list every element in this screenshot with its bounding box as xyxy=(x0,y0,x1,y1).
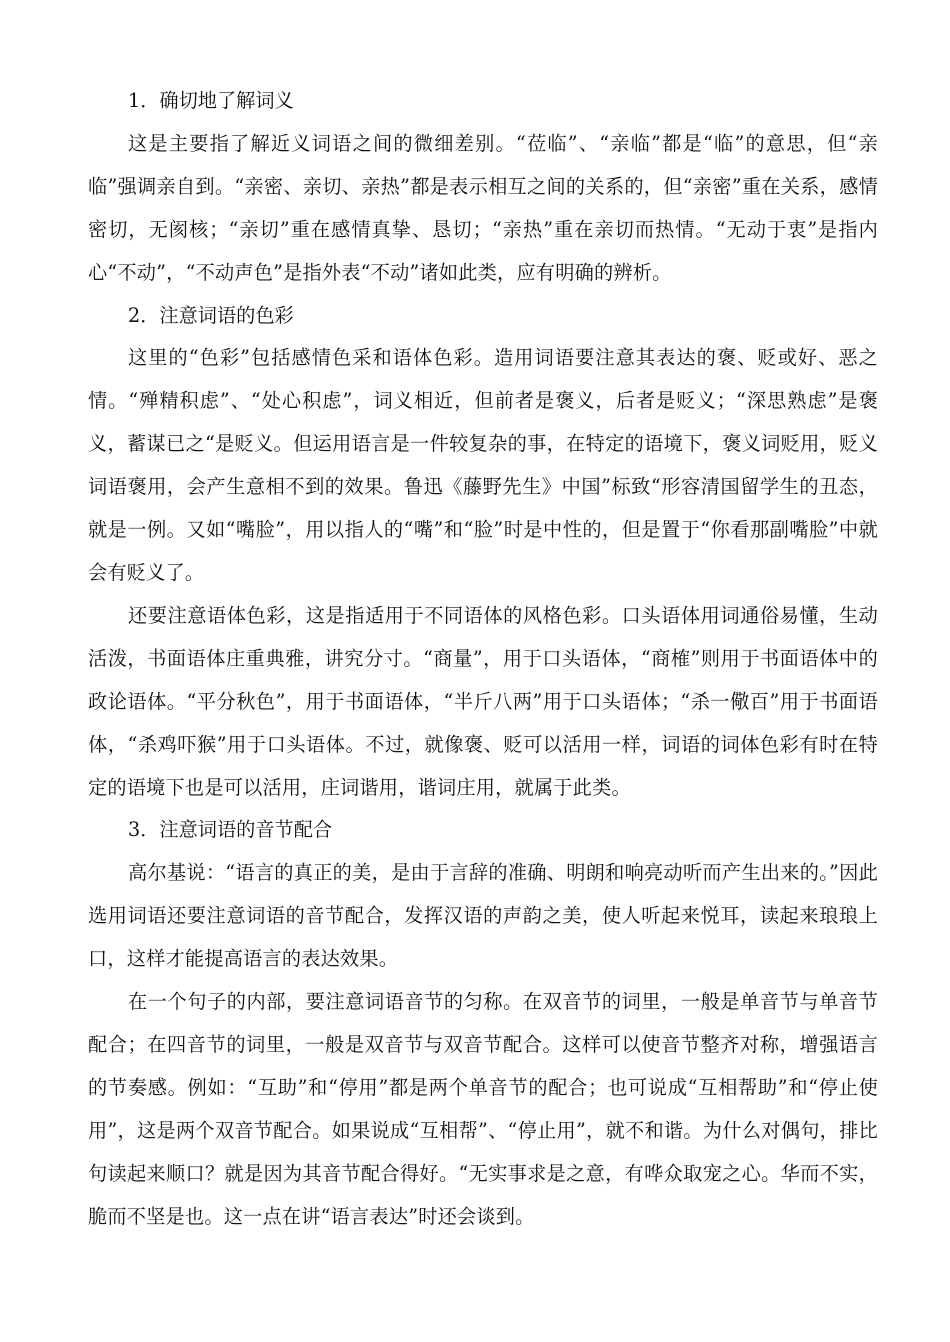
document-page xyxy=(88,80,878,1238)
section-heading-1: 1．确切地了解词义 xyxy=(128,89,294,112)
section-3-paragraph-1: 高尔基说：“语言的真正的美，是由于言辞的准确、明朗和响亮动听而产生出来的。”因此选用词语还要注意词语的音节配合，发挥汉语的声韵之美，使人听起来悦耳，读起来琅琅上口，这样才能提高语言的表达效果。 xyxy=(88,861,878,971)
section-heading-2: 2．注意词语的色彩 xyxy=(128,303,294,327)
section-2-paragraph-1: 这里的“色彩”包括感情色采和语体色彩。造用词语要注意其表达的褒、贬或好、恶之情。“殚精积虑”、“处心积虑”，词义相近，但前者是褒义，后者是贬义；“深思熟虑”是褒义，蓄谋已之“是贬义。但运用语言是一件较复杂的事，在特定的语境下，褒义词贬用，贬义词语褒用，会产生意相不到的效果。鲁迅《藤野先生》中国”标致“形容清国留学生的丑态，就是一例。又如“嘴脸”，用以指人的“嘴”和“脸”时是中性的，但是置于“你看那副嘴脸”中就会有贬义了。 xyxy=(88,346,878,584)
section-1-paragraph-1: 这是主要指了解近义词语之间的微细差别。“莅临”、“亲临”都是“临”的意思，但“亲临”强调亲自到。“亲密、亲切、亲热”都是表示相互之间的关系的，但“亲密”重在关系，感情密切，无阂核；“亲切”重在感情真挚、恳切；“亲热”重在亲切而热情。“无动于衷”是指内心“不动”，“不动声色”是指外表“不动”诸如此类，应有明确的辨析。 xyxy=(88,131,878,284)
section-3-paragraph-2: 在一个句子的内部，要注意词语音节的匀称。在双音节的词里，一般是单音节与单音节配合；在四音节的词里，一般是双音节与双音节配合。这样可以使音节整齐对称，增强语言的节奏感。例如：“互助”和“停用”都是两个单音节的配合；也可说成“互相帮助”和“停止使用”，这是两个双音节配合。如果说成“互相帮”、“停止用”，就不和谐。为什么对偶句，排比句读起来顺口？就是因为其音节配合得好。“无实事求是之意，有哗众取宠之心。华而不实，脆而不坚是也。这一点在讲“语言表达”时还会谈到。 xyxy=(88,990,878,1228)
section-heading-3: 3．注意词语的音节配合 xyxy=(128,818,333,842)
section-2-paragraph-2: 还要注意语体色彩，这是指适用于不同语体的风格色彩。口头语体用词通俗易懂，生动活泼，书面语体庄重典雅，讲究分寸。“商量”，用于口头语体，“商榷”则用于书面语体中的政论语体。“平分秋色”，用于书面语体，“半斤八两”用于口头语体；“杀一儆百”用于书面语体，“杀鸡吓猴”用于口头语体。不过，就像褒、贬可以活用一样，词语的词体色彩有时在特定的语境下也是可以活用，庄词谐用，谐词庄用，就属于此类。 xyxy=(88,603,878,799)
